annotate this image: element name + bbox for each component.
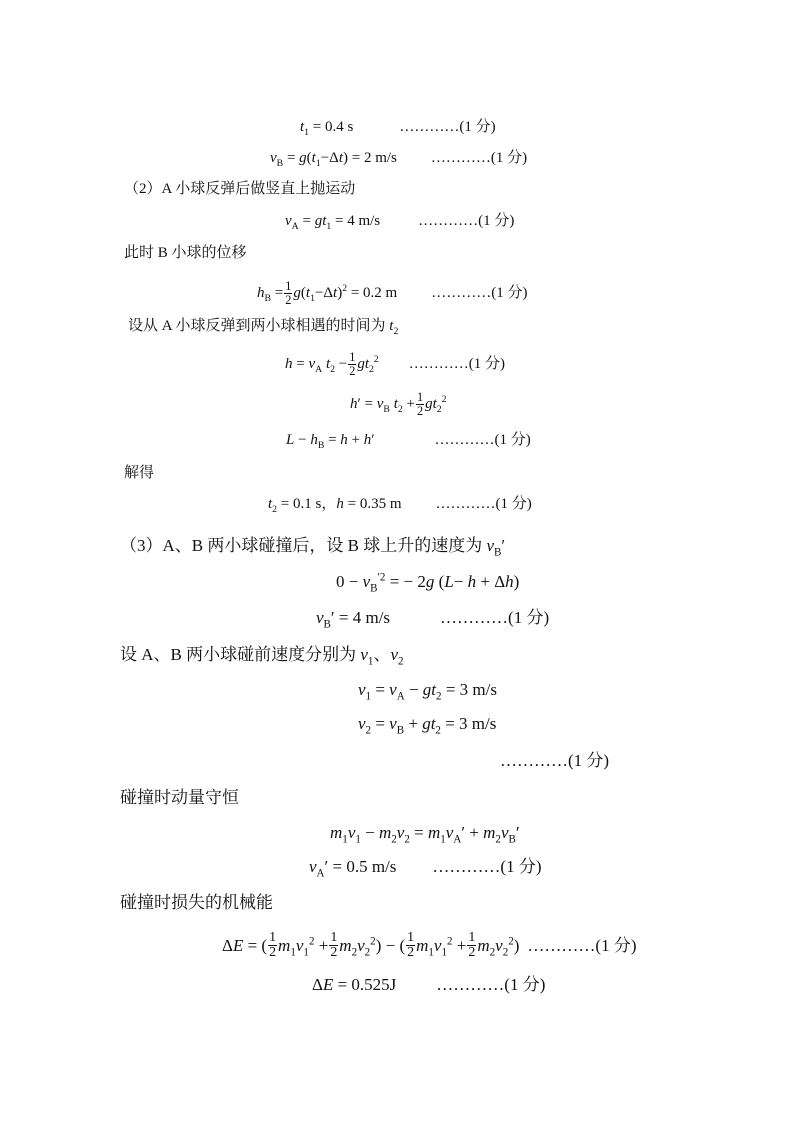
eq-delta-E: ΔE = ( $\frac{1}{2}$ $m_1v_1^2$ + $\frac{1}{2}$ $m_2v_2^2$) − ( $\frac{1}{2}$ $m_1v_1^2$ + $\frac{1}{2}$ $m_2v_2^2$) …………(1 分) <box>222 929 637 960</box>
text-energy-loss: 碰撞时损失的机械能 <box>120 892 273 912</box>
score-mark: …………(1 分) <box>418 212 515 229</box>
eq-vA-prime: $v_A' = 0.5$ m/s …………(1 分) <box>309 856 542 879</box>
eq-vB-prime: $v_B' = 4$ m/s …………(1 分) <box>316 607 550 630</box>
score-mark: …………(1 分) <box>399 118 496 135</box>
text-before-collision: 设 A、B 两小球碰前速度分别为 $v_1$、$v_2$ <box>120 644 404 667</box>
eq-h: $h = v_A$ $t_2$ − $\frac{1}{2}$ $gt_2^2$ …………(1 分) <box>285 350 506 378</box>
eq-h-prime: $h' = v_B$ $t_2$ + $\frac{1}{2}$ $gt_2^2$ <box>350 390 447 418</box>
score-mark: …………(1 分) <box>432 856 542 876</box>
score-mark: …………(1 分) <box>500 750 610 770</box>
score-mark: …………(1 分) <box>434 431 531 448</box>
eq-t2-h: $t_2 = 0.1$ s，h = 0.35 m …………(1 分) <box>268 495 532 515</box>
eq-t1: $t_1 = 0.4$ s …………(1 分) <box>300 118 496 138</box>
text-part3-heading: （3）A、B 两小球碰撞后，设 B 球上升的速度为 $v_B'$ <box>120 535 506 558</box>
eq-v2: $v_2 = v_B + gt_2 = 3$ m/s <box>358 713 497 736</box>
text-solve: 解得 <box>124 464 155 481</box>
score-mark: …………(1 分) <box>436 974 546 994</box>
text-momentum: 碰撞时动量守恒 <box>120 787 239 807</box>
text-part2-heading: （2）A 小球反弹后做竖直上抛运动 <box>124 180 356 197</box>
score-mark: …………(1 分) <box>430 149 528 166</box>
score-mark: …………(1 分) <box>408 355 506 372</box>
eq-v1: $v_1 = v_A - gt_2 = 3$ m/s <box>358 679 497 702</box>
score-mark: …………(1 分) <box>435 495 532 512</box>
text-B-displacement: 此时 B 小球的位移 <box>124 244 247 261</box>
eq-hB: $h_B$ = $\frac{1}{2}$ $g(t_1-\Delta t)^2 = 0.2$ m …………(1 分) <box>257 279 528 307</box>
eq-vB: $v_B = g(t_1-\Delta t) = 2$ m/s …………(1 分) <box>270 149 528 169</box>
score-line <box>500 749 609 771</box>
eq-L: $L - h_B = h + h'$ …………(1 分) <box>286 431 531 451</box>
score-mark: …………(1 分) <box>431 284 528 301</box>
eq-delta-E-value: ΔE = 0.525J …………(1 分) <box>312 974 546 994</box>
score-mark: …………(1 分) <box>527 935 637 955</box>
eq-energy-B: $0 - v_B^{'2}$ = − 2g (L− h + Δh) <box>336 570 520 594</box>
eq-vA: $v_A = gt_1 = 4$ m/s …………(1 分) <box>285 212 515 232</box>
score-mark: …………(1 分) <box>440 607 550 627</box>
eq-momentum: $m_1v_1 - m_2v_2 = m_1v_A' + m_2v_B'$ <box>330 822 520 845</box>
text-meet-time: 设从 A 小球反弹到两小球相遇的时间为 $t_2$ <box>128 317 399 337</box>
